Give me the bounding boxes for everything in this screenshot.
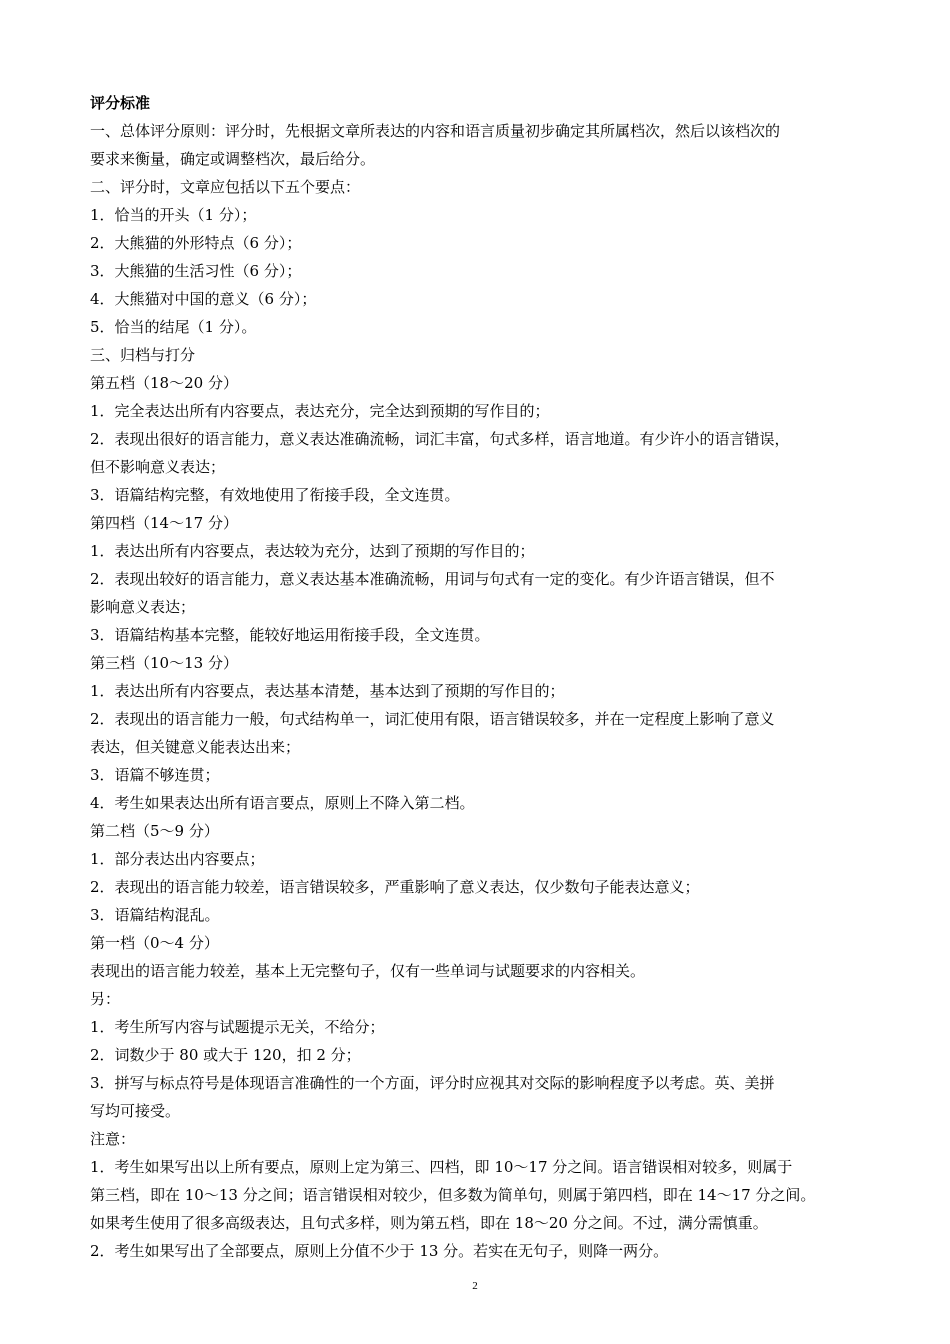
text-line: 2．大熊猫的外形特点（6 分）；: [90, 234, 302, 252]
document-lines: [90, 117, 870, 1265]
text-line: 表现出的语言能力较差，基本上无完整句子，仅有一些单词与试题要求的内容相关。: [90, 962, 646, 980]
text-line: 要求来衡量，确定或调整档次，最后给分。: [90, 150, 376, 168]
text-line: 3．语篇不够连贯；: [90, 766, 220, 784]
text-line: 第三档（10～13 分）: [90, 654, 238, 672]
text-line: 第三档，即在 10～13 分之间；语言错误相对较少，但多数为简单句，则属于第四档，即在 14～17 分之间。: [90, 1186, 816, 1204]
text-line: 一、总体评分原则：评分时，先根据文章所表达的内容和语言质量初步确定其所属档次，然后以该档次的: [90, 122, 781, 140]
text-line: 2．表现出的语言能力较差，语言错误较多，严重影响了意义表达，仅少数句子能表达意义；: [90, 878, 700, 896]
text-line: 5．恰当的结尾（1 分）。: [90, 318, 257, 336]
text-line: 第二档（5～9 分）: [90, 822, 219, 840]
text-line: 二、评分时，文章应包括以下五个要点：: [90, 178, 361, 196]
text-line: 另：: [90, 990, 121, 1008]
text-line: 4．考生如果表达出所有语言要点，原则上不降入第二档。: [90, 794, 475, 812]
text-line: 第四档（14～17 分）: [90, 514, 238, 532]
text-line: 如果考生使用了很多高级表达，且句式多样，则为第五档，即在 18～20 分之间。不过，满分需慎重。: [90, 1214, 768, 1232]
text-line: 写均可接受。: [90, 1102, 181, 1120]
text-line: 2．考生如果写出了全部要点，原则上分值不少于 13 分。若实在无句子，则降一两分。: [90, 1242, 669, 1260]
text-line: 第一档（0～4 分）: [90, 934, 219, 952]
text-line: 4．大熊猫对中国的意义（6 分）；: [90, 290, 317, 308]
text-line: 3．大熊猫的生活习性（6 分）；: [90, 262, 302, 280]
text-line: 注意：: [90, 1130, 136, 1148]
text-line: 表达，但关键意义能表达出来；: [90, 738, 301, 756]
text-line: 三、归档与打分: [90, 346, 196, 364]
text-line: 1．完全表达出所有内容要点，表达充分，完全达到预期的写作目的；: [90, 402, 550, 420]
text-line: 3．拼写与标点符号是体现语言准确性的一个方面，评分时应视其对交际的影响程度予以考虑。英、美拼: [90, 1074, 775, 1092]
text-line: 但不影响意义表达；: [90, 458, 226, 476]
text-line: 2．表现出的语言能力一般，句式结构单一，词汇使用有限，语言错误较多，并在一定程度上影响了意义: [90, 710, 775, 728]
text-line: 3．语篇结构混乱。: [90, 906, 220, 924]
page-number: 2: [472, 1280, 478, 1292]
text-line: 1．恰当的开头（1 分）；: [90, 206, 257, 224]
text-line: 1．表达出所有内容要点，表达基本清楚，基本达到了预期的写作目的；: [90, 682, 565, 700]
text-line: 1．表达出所有内容要点，表达较为充分，达到了预期的写作目的；: [90, 542, 535, 560]
text-line: 1．部分表达出内容要点；: [90, 850, 265, 868]
text-line: 第五档（18～20 分）: [90, 374, 238, 392]
text-line: 2．表现出较好的语言能力，意义表达基本准确流畅，用词与句式有一定的变化。有少许语言错误，但不: [90, 570, 775, 588]
text-line: 1．考生如果写出以上所有要点，原则上定为第三、四档，即 10～17 分之间。语言错误相对较多，则属于: [90, 1158, 793, 1176]
document-body: [90, 89, 870, 1265]
text-line: 2．表现出很好的语言能力，意义表达准确流畅，词汇丰富，句式多样，语言地道。有少许小的语言错误，: [90, 430, 790, 448]
text-line: 1．考生所写内容与试题提示无关，不给分；: [90, 1018, 385, 1036]
document-title: 评分标准: [90, 94, 151, 112]
text-line: 3．语篇结构基本完整，能较好地运用衔接手段，全文连贯。: [90, 626, 490, 644]
text-line: 3．语篇结构完整，有效地使用了衔接手段，全文连贯。: [90, 486, 460, 504]
text-line: 影响意义表达；: [90, 598, 196, 616]
text-line: 2．词数少于 80 或大于 120，扣 2 分；: [90, 1046, 361, 1064]
